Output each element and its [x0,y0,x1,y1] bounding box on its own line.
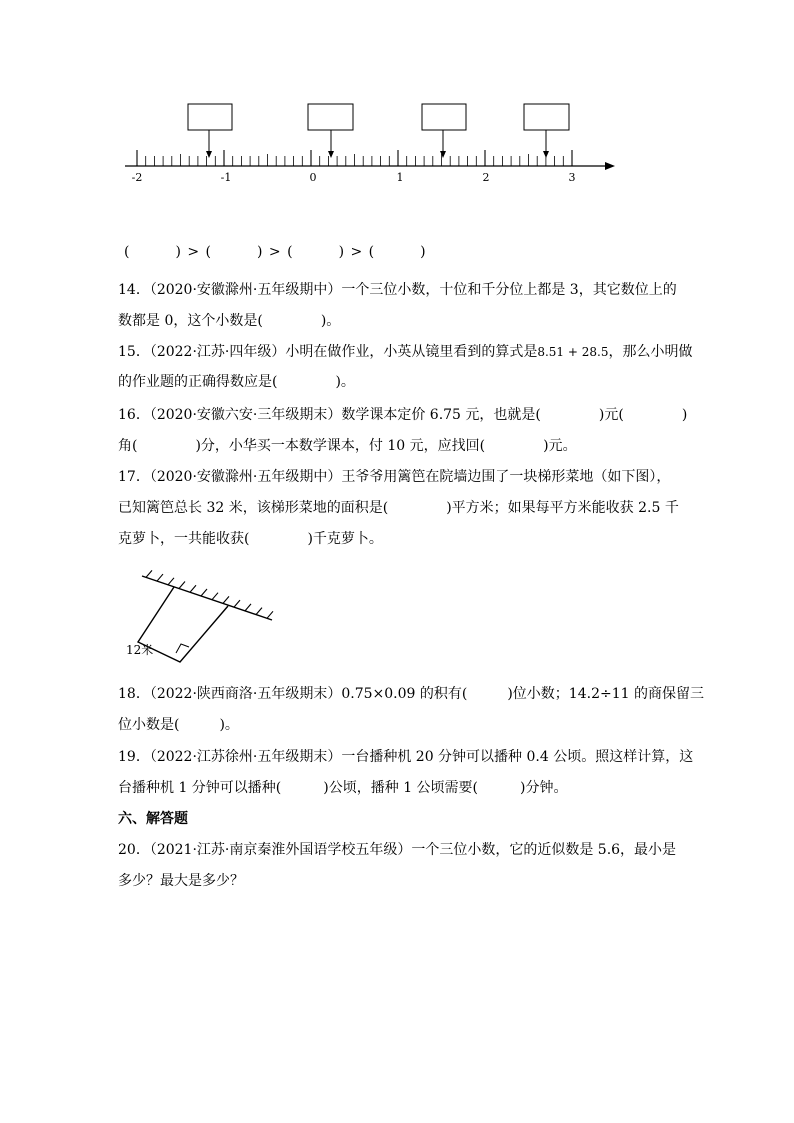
courtyard-wall [142,576,272,620]
tick-label-3: 3 [568,171,576,184]
section-6-title: 六、解答题 [118,811,188,827]
number-line-arrowhead [605,162,615,170]
hatch-mark [179,582,185,589]
tick-label-2: 2 [482,171,490,184]
tick-label-0: 0 [309,171,317,184]
hatch-mark [146,570,152,577]
answer-box-1 [188,104,232,158]
number-line-ticks [137,150,572,166]
q18-line2: 位小数是( )。 [118,717,239,733]
q19-line1: 19．（2022·江苏徐州·五年级期末）一台播种机 20 分钟可以播种 0.4 公顷。照这样计算，这 [118,749,694,765]
tick-label-neg1: -1 [220,171,232,184]
q20-line2: 多少？最大是多少？ [118,873,244,889]
q14-line2: 数都是 0，这个小数是( )。 [118,313,341,329]
trapezoid-label-12m: 12米 [126,643,154,657]
q16-line2: 角( )分，小华买一本数学课本，付 10 元，应找回( )元。 [118,438,577,454]
answer-box-4 [524,104,569,158]
q15-mirror-expression: 8.51 + 28.5 [537,345,609,359]
q15-line2: 的作业题的正确得数应是( )。 [118,374,355,390]
q20-line1: 20．（2021·江苏·南京秦淮外国语学校五年级）一个三位小数，它的近似数是 5.6，最小是 [118,842,677,858]
q15-line1: 15．（2022·江苏·四年级）小明在做作业，小英从镜里看到的算式是8.51 + 28.5，那么小明做 [118,344,693,360]
answer-box-2 [308,104,353,158]
hatch-mark [190,585,196,592]
hatch-mark [223,596,229,603]
answer-box-3 [422,104,466,158]
comparison-blanks[interactable]: ( ) > ( ) > ( ) > ( ) [124,244,427,260]
hatch-mark [168,578,174,585]
wall-hatching [146,570,273,618]
q18-line1: 18．（2022·陕西商洛·五年级期末）0.75×0.09 的积有( )位小数；14.2÷11 的商保留三 [118,686,704,702]
tick-label-neg2: -2 [131,171,143,184]
q17-line3: 克萝卜，一共能收获( )千克萝卜。 [118,531,383,547]
hatch-mark [267,611,273,618]
hatch-mark [256,608,262,615]
q19-line2: 台播种机 1 分钟可以播种( )公顷，播种 1 公顷需要( )分钟。 [118,780,568,796]
trapezoid-garden-figure [120,568,280,668]
hatch-mark [234,600,240,607]
number-line-figure [115,98,625,188]
tick-label-1: 1 [396,171,404,184]
hatch-mark [245,604,251,611]
hatch-mark [201,589,207,596]
right-angle-mark [176,644,189,653]
q16-line1: 16．（2020·安徽六安·三年级期末）数学课本定价 6.75 元，也就是( )元( ) [118,407,688,423]
q14-line1: 14．（2020·安徽滁州·五年级期中）一个三位小数，十位和千分位上都是 3，其它数位上的 [118,282,677,298]
q17-line2: 已知篱笆总长 32 米，该梯形菜地的面积是( )平方米；如果每平方米能收获 2.5 千 [118,500,679,516]
hatch-mark [212,593,218,600]
q17-line1: 17．（2020·安徽滁州·五年级期中）王爷爷用篱笆在院墙边围了一块梯形菜地（如下图）， [118,469,671,485]
hatch-mark [157,574,163,581]
